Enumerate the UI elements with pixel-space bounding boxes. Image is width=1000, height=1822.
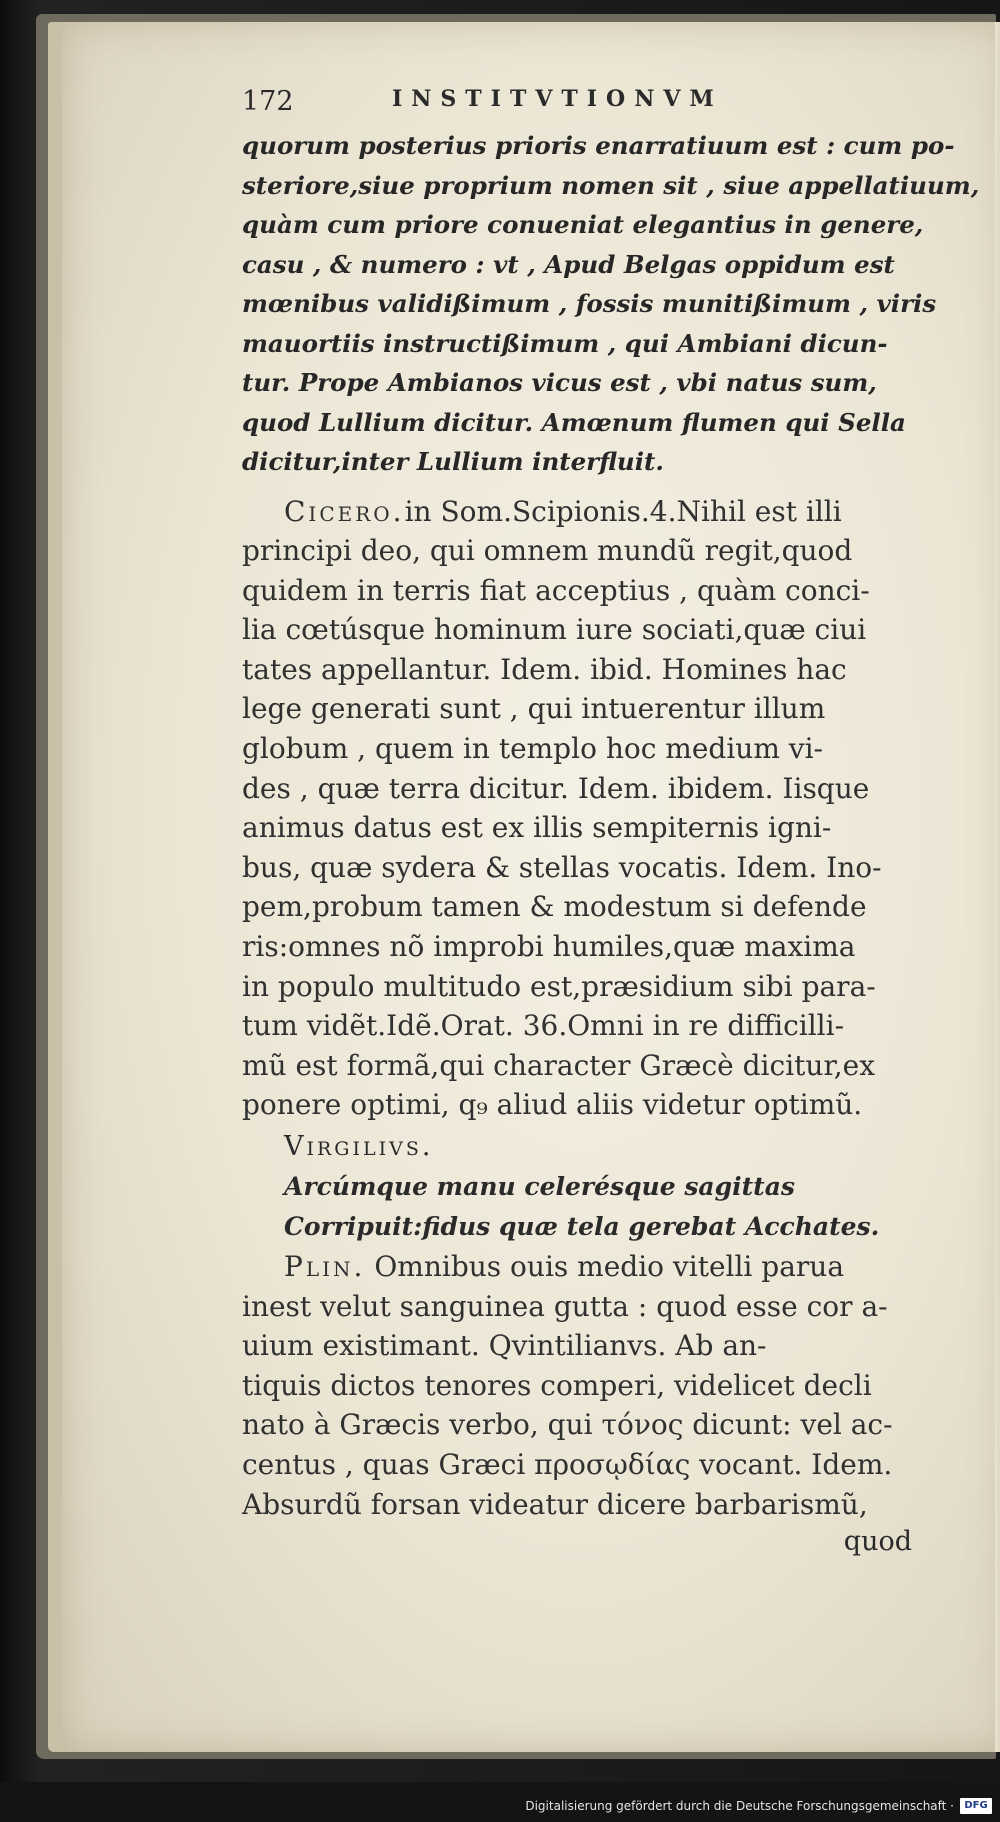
text-line: ris:omnes nõ improbi humiles,quæ maxima [242, 930, 856, 964]
verse-lines [242, 1167, 912, 1247]
page-number: 172 [242, 86, 294, 117]
paragraph-lines [242, 1287, 912, 1525]
author-name: Cicero. [284, 494, 405, 528]
text-line: inest velut sanguinea gutta : quod esse cor a- [242, 1289, 888, 1323]
text-line: nato à Græcis verbo, qui τόνος dicunt: vel ac- [242, 1408, 893, 1442]
paragraph-lines [242, 531, 912, 1125]
text-line: quorum posterius prioris enarratiuum est : cum po- [242, 131, 955, 160]
verse-block [242, 1127, 912, 1247]
verse-author: Virgilivs. [284, 1131, 434, 1162]
dfg-logo: DFG [960, 1798, 992, 1814]
text-line: ponere optimi, q₉ aliud aliis videtur optimũ. [242, 1088, 863, 1122]
text-line: quàm cum priore conueniat elegantius in genere, [242, 210, 924, 239]
text-line: mœnibus validißimum , fossis munitißimum , viris [242, 289, 937, 318]
text-line: lia cœtúsque hominum iure sociati,quæ ciui [242, 613, 867, 647]
text-line: tiquis dictos tenores comperi, videlicet decli [242, 1368, 872, 1402]
text-line: tur. Prope Ambianos vicus est , vbi natus sum, [242, 368, 877, 397]
text-line: uium existimant. Qvintilianvs. Ab an- [242, 1329, 767, 1363]
text-line: in populo multitudo est,præsidium sibi para- [242, 969, 876, 1003]
text-line: centus , quas Græci προσῳδίας vocant. Idem. [242, 1447, 893, 1481]
first-line-text: in Som.Scipionis.4.Nihil est illi [404, 494, 842, 528]
page-content [242, 78, 980, 1560]
text-line: casu , & numero : vt , Apud Belgas oppidum est [242, 249, 895, 279]
verse-line: Corripuit:fidus quæ tela gerebat Acchates. [284, 1212, 880, 1241]
digitization-credit: Digitalisierung gefördert durch die Deutsche Forschungsgemeinschaft · [525, 1799, 954, 1813]
author-name: Plin. [284, 1250, 366, 1283]
cicero-paragraph [242, 492, 912, 1126]
first-line-text: Omnibus ouis medio vitelli parua [374, 1250, 845, 1283]
catchword: quod [843, 1526, 912, 1558]
italic-paragraph [242, 126, 980, 482]
text-line: des , quæ terra dicitur. Idem. ibidem. Iisque [242, 771, 870, 805]
text-line: dicitur,inter Lullium interfluit. [242, 447, 664, 476]
text-line: principi deo, qui omnem mundũ regit,quod [242, 534, 853, 568]
text-line: tates appellantur. Idem. ibid. Homines hac [242, 652, 847, 686]
footer-bar [0, 1782, 1000, 1822]
text-line: mũ est formã,qui character Græcè dicitur,ex [242, 1048, 876, 1082]
verse-line: Arcúmque manu celerésque sagittas [284, 1172, 795, 1201]
running-title: INSTITVTIONVM [392, 86, 723, 112]
plinius-paragraph [242, 1247, 912, 1524]
text-line: pem,probum tamen & modestum si defende [242, 890, 867, 924]
text-line: bus, quæ sydera & stellas vocatis. Idem. Ino- [242, 850, 882, 884]
running-head [242, 78, 912, 120]
page-edge [995, 22, 1000, 1752]
paragraph-first-line [242, 1247, 912, 1287]
text-line: animus datus est ex illis sempiternis igni- [242, 811, 832, 845]
text-line: steriore,siue proprium nomen sit , siue appellatiuum, [242, 170, 980, 200]
text-line: globum , quem in templo hoc medium vi- [242, 732, 824, 766]
text-line: quidem in terris fiat acceptius , quàm conci- [242, 573, 870, 607]
text-line: Absurdũ forsan videatur dicere barbarismũ, [242, 1487, 868, 1521]
paragraph-first-line [242, 492, 912, 532]
text-line: lege generati sunt , qui intuerentur illum [242, 692, 826, 726]
text-line: mauortiis instructißimum , qui Ambiani dicun- [242, 328, 888, 358]
text-line: quod Lullium dicitur. Amœnum flumen qui Sella [242, 407, 906, 437]
text-line: tum vidẽt.Idẽ.Orat. 36.Omni in re difficilli- [242, 1009, 845, 1043]
